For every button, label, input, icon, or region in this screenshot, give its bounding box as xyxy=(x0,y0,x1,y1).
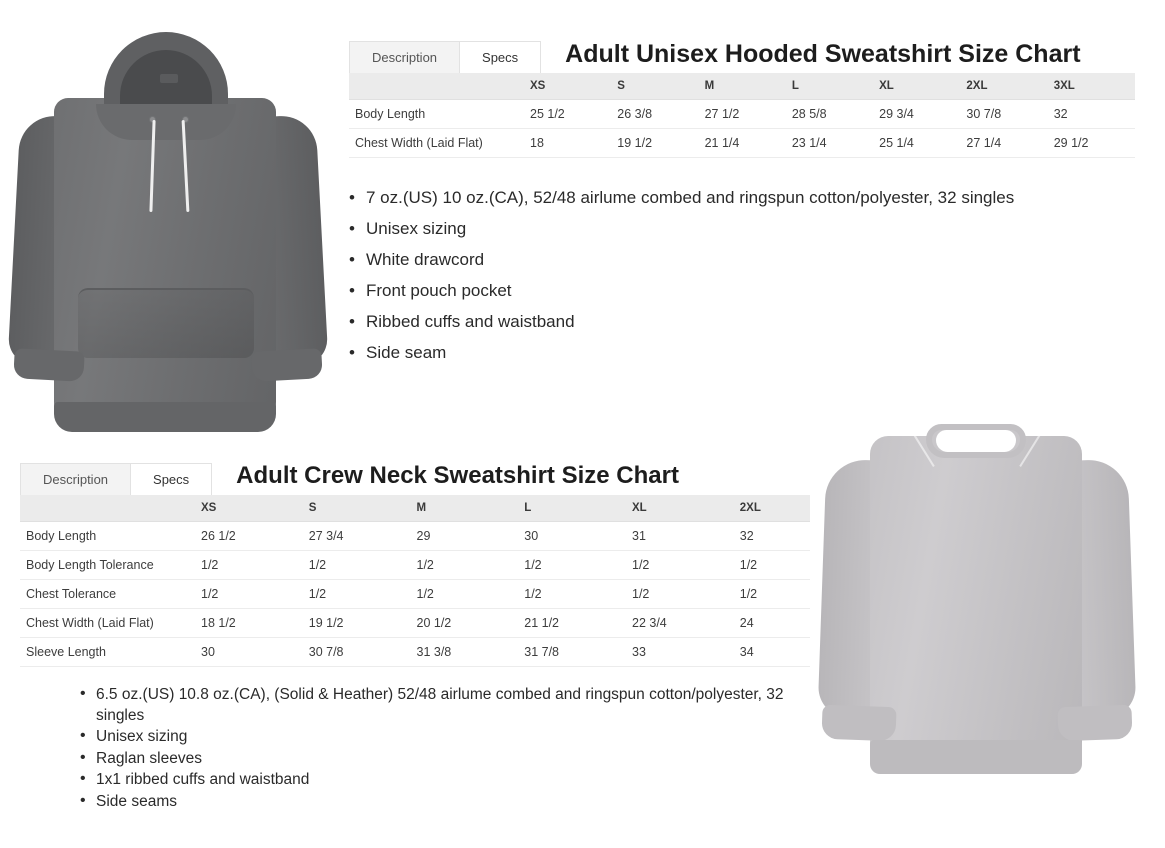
cell: 30 7/8 xyxy=(960,100,1047,129)
cell: 1/2 xyxy=(734,580,810,609)
column-header-s: S xyxy=(303,495,411,522)
hoodie-size-table xyxy=(349,73,1135,158)
crew-right-cuff xyxy=(1057,705,1132,742)
table-row xyxy=(20,580,810,609)
cell: 21 1/2 xyxy=(518,609,626,638)
list-item: • 6.5 oz.(US) 10.8 oz.(CA), (Solid & Heather) 52/48 airlume combed and ringspun cotton/polyester, 32 singles xyxy=(80,685,810,726)
cell: 29 3/4 xyxy=(873,100,960,129)
cell: 25 1/4 xyxy=(873,129,960,158)
row-label: Body Length xyxy=(349,100,524,129)
hoodie-neck-tag xyxy=(160,74,178,83)
light-grey-crewneck-sweatshirt-photo xyxy=(818,388,1148,836)
cell: 31 xyxy=(626,522,734,551)
list-item: • Unisex sizing xyxy=(349,213,1135,244)
table-row xyxy=(349,129,1135,158)
column-header-l: L xyxy=(518,495,626,522)
list-item: • Raglan sleeves xyxy=(80,749,810,770)
cell: 27 1/4 xyxy=(960,129,1047,158)
column-header-measurement xyxy=(349,73,524,100)
hoodie-left-cuff xyxy=(13,348,84,382)
crew-chart-title: Adult Crew Neck Sweatshirt Size Chart xyxy=(236,462,679,489)
crew-tabs xyxy=(20,463,212,495)
row-label: Body Length Tolerance xyxy=(20,551,195,580)
cell: 27 1/2 xyxy=(699,100,786,129)
list-item: • Side seams xyxy=(80,792,810,813)
cell: 1/2 xyxy=(626,551,734,580)
cell: 1/2 xyxy=(303,551,411,580)
crew-header-row xyxy=(20,462,810,495)
cell: 31 7/8 xyxy=(518,638,626,667)
crew-table-wrap xyxy=(20,495,810,667)
cell: 23 1/4 xyxy=(786,129,873,158)
cell: 1/2 xyxy=(195,580,303,609)
cell: 25 1/2 xyxy=(524,100,611,129)
column-header-2xl: 2XL xyxy=(734,495,810,522)
column-header-2xl: 2XL xyxy=(960,73,1047,100)
cell: 31 3/8 xyxy=(411,638,519,667)
crew-left-cuff xyxy=(821,705,896,742)
table-row xyxy=(20,638,810,667)
cell: 1/2 xyxy=(411,551,519,580)
row-label: Body Length xyxy=(20,522,195,551)
hoodie-table-wrap xyxy=(349,73,1135,158)
hoodie-tabs xyxy=(349,41,541,73)
column-header-measurement xyxy=(20,495,195,522)
cell: 18 xyxy=(524,129,611,158)
cell: 1/2 xyxy=(626,580,734,609)
cell: 1/2 xyxy=(303,580,411,609)
row-label: Chest Tolerance xyxy=(20,580,195,609)
column-header-m: M xyxy=(699,73,786,100)
cell: 34 xyxy=(734,638,810,667)
crew-neck-opening xyxy=(936,430,1016,452)
table-row xyxy=(349,100,1135,129)
row-label: Sleeve Length xyxy=(20,638,195,667)
list-item: • 1x1 ribbed cuffs and waistband xyxy=(80,770,810,791)
table-row xyxy=(20,522,810,551)
cell: 19 1/2 xyxy=(611,129,698,158)
cell: 22 3/4 xyxy=(626,609,734,638)
list-item: • Front pouch pocket xyxy=(349,275,1135,306)
cell: 1/2 xyxy=(734,551,810,580)
table-header-row xyxy=(20,495,810,522)
hoodie-right-cuff xyxy=(251,348,322,382)
hoodie-waistband xyxy=(54,402,276,432)
cell: 19 1/2 xyxy=(303,609,411,638)
tab-description[interactable]: Description xyxy=(349,41,460,73)
grey-pullover-hoodie-photo xyxy=(8,20,338,440)
crew-neck-sweatshirt-section xyxy=(20,462,810,813)
column-header-xs: XS xyxy=(195,495,303,522)
table-row xyxy=(20,551,810,580)
cell: 1/2 xyxy=(518,580,626,609)
tab-specs[interactable]: Specs xyxy=(459,41,541,73)
table-header-row xyxy=(349,73,1135,100)
cell: 33 xyxy=(626,638,734,667)
cell: 28 5/8 xyxy=(786,100,873,129)
cell: 18 1/2 xyxy=(195,609,303,638)
cell: 29 xyxy=(411,522,519,551)
tab-specs[interactable]: Specs xyxy=(130,463,212,495)
column-header-m: M xyxy=(411,495,519,522)
crew-feature-list xyxy=(20,685,810,812)
list-item: • Ribbed cuffs and waistband xyxy=(349,306,1135,337)
column-header-s: S xyxy=(611,73,698,100)
list-item: • Unisex sizing xyxy=(80,727,810,748)
table-row xyxy=(20,609,810,638)
crew-waistband xyxy=(870,740,1082,774)
cell: 26 3/8 xyxy=(611,100,698,129)
cell: 20 1/2 xyxy=(411,609,519,638)
hoodie-body xyxy=(54,98,276,428)
column-header-l: L xyxy=(786,73,873,100)
cell: 30 xyxy=(195,638,303,667)
cell: 30 7/8 xyxy=(303,638,411,667)
hoodie-header-row xyxy=(349,40,1135,73)
crew-size-table xyxy=(20,495,810,667)
list-item: • Side seam xyxy=(349,337,1135,368)
hoodie-feature-list xyxy=(349,182,1135,368)
cell: 26 1/2 xyxy=(195,522,303,551)
cell: 1/2 xyxy=(195,551,303,580)
list-item: • 7 oz.(US) 10 oz.(CA), 52/48 airlume combed and ringspun cotton/polyester, 32 singles xyxy=(349,182,1135,213)
hoodie-chart-title: Adult Unisex Hooded Sweatshirt Size Chart xyxy=(565,40,1081,68)
hoodie-hood-front xyxy=(96,104,236,140)
hooded-sweatshirt-section xyxy=(349,40,1135,368)
cell: 24 xyxy=(734,609,810,638)
tab-description[interactable]: Description xyxy=(20,463,131,495)
cell: 32 xyxy=(734,522,810,551)
list-item: • White drawcord xyxy=(349,244,1135,275)
cell: 32 xyxy=(1048,100,1135,129)
cell: 21 1/4 xyxy=(699,129,786,158)
row-label: Chest Width (Laid Flat) xyxy=(349,129,524,158)
cell: 29 1/2 xyxy=(1048,129,1135,158)
cell: 1/2 xyxy=(411,580,519,609)
column-header-xl: XL xyxy=(873,73,960,100)
cell: 27 3/4 xyxy=(303,522,411,551)
crew-body xyxy=(870,436,1082,766)
column-header-xl: XL xyxy=(626,495,734,522)
cell: 30 xyxy=(518,522,626,551)
cell: 1/2 xyxy=(518,551,626,580)
column-header-xs: XS xyxy=(524,73,611,100)
column-header-3xl: 3XL xyxy=(1048,73,1135,100)
hoodie-pouch-pocket xyxy=(78,288,254,358)
row-label: Chest Width (Laid Flat) xyxy=(20,609,195,638)
